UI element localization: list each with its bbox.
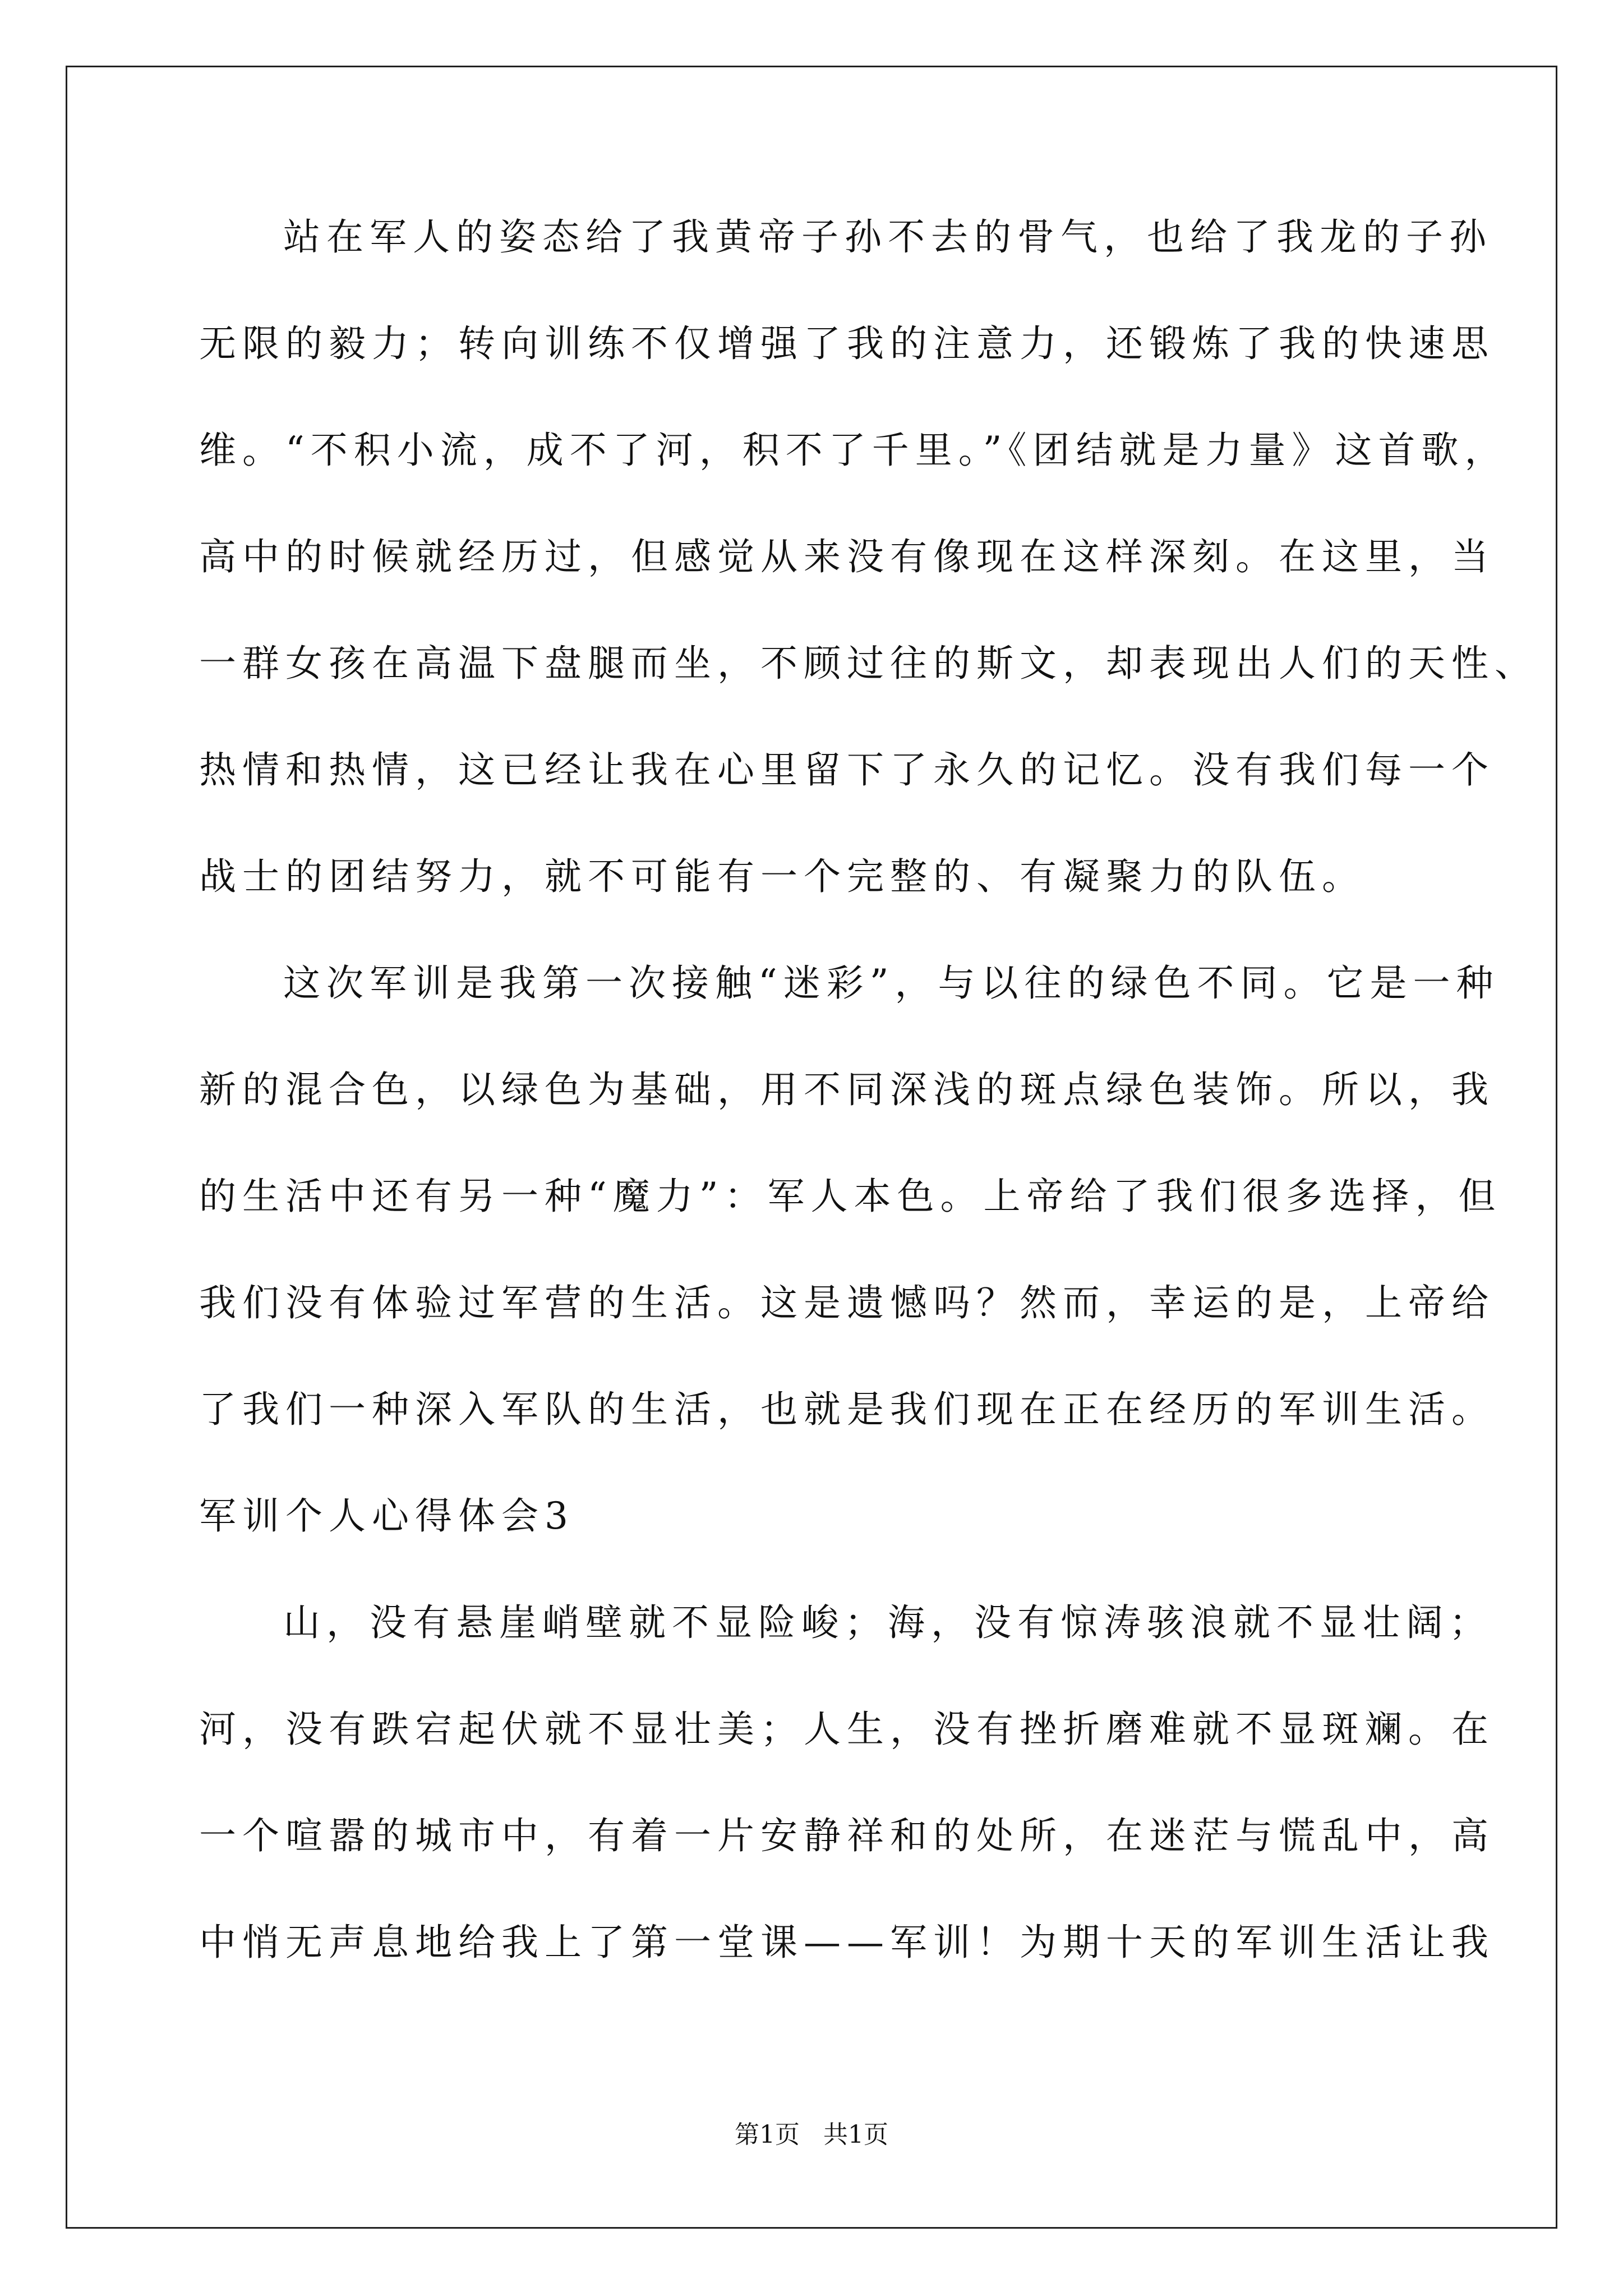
text-line: 山，没有悬崖峭壁就不显险峻；海，没有惊涛骇浪就不显壮阔； bbox=[283, 1601, 1492, 1644]
text-line: 的生活中还有另一种“魔力”：军人本色。上帝给了我们很多选择，但 bbox=[199, 1175, 1502, 1218]
text-line: 新的混合色，以绿色为基础，用不同深浅的斑点绿色装饰。所以，我 bbox=[199, 1068, 1495, 1111]
text-line: 一群女孩在高温下盘腿而坐，不顾过往的斯文，却表现出人们的天性、 bbox=[199, 642, 1538, 685]
text-line: 河，没有跌宕起伏就不显壮美；人生，没有挫折磨难就不显斑斓。在 bbox=[199, 1708, 1495, 1751]
text-line: 热情和热情，这已经让我在心里留下了永久的记忆。没有我们每一个 bbox=[199, 748, 1495, 792]
section-heading: 军训个人心得体会3 bbox=[199, 1494, 574, 1538]
text-line: 中悄无声息地给我上了第一堂课——军训！为期十天的军训生活让我 bbox=[199, 1921, 1495, 1964]
text-line: 维。“不积小流，成不了河，积不了千里。”《团结就是力量》这首歌， bbox=[199, 429, 1508, 472]
text-line: 了我们一种深入军队的生活，也就是我们现在正在经历的军训生活。 bbox=[199, 1388, 1495, 1431]
text-line: 我们没有体验过军营的生活。这是遗憾吗？然而，幸运的是，上帝给 bbox=[199, 1281, 1495, 1324]
text-line: 高中的时候就经历过，但感觉从来没有像现在这样深刻。在这里，当 bbox=[199, 535, 1495, 578]
page-footer: 第1页 共1页 bbox=[735, 2120, 888, 2149]
text-line: 一个喧嚣的城市中，有着一片安静祥和的处所，在迷茫与慌乱中，高 bbox=[199, 1814, 1495, 1857]
text-line: 站在军人的姿态给了我黄帝子孙不去的骨气，也给了我龙的子孙 bbox=[283, 215, 1492, 259]
text-line: 无限的毅力；转向训练不仅增强了我的注意力，还锻炼了我的快速思 bbox=[199, 322, 1495, 365]
text-line: 战士的团结努力，就不可能有一个完整的、有凝聚力的队伍。 bbox=[199, 855, 1365, 898]
text-line: 这次军训是我第一次接触“迷彩”，与以往的绿色不同。它是一种 bbox=[283, 961, 1500, 1005]
document-body bbox=[199, 215, 1538, 2031]
